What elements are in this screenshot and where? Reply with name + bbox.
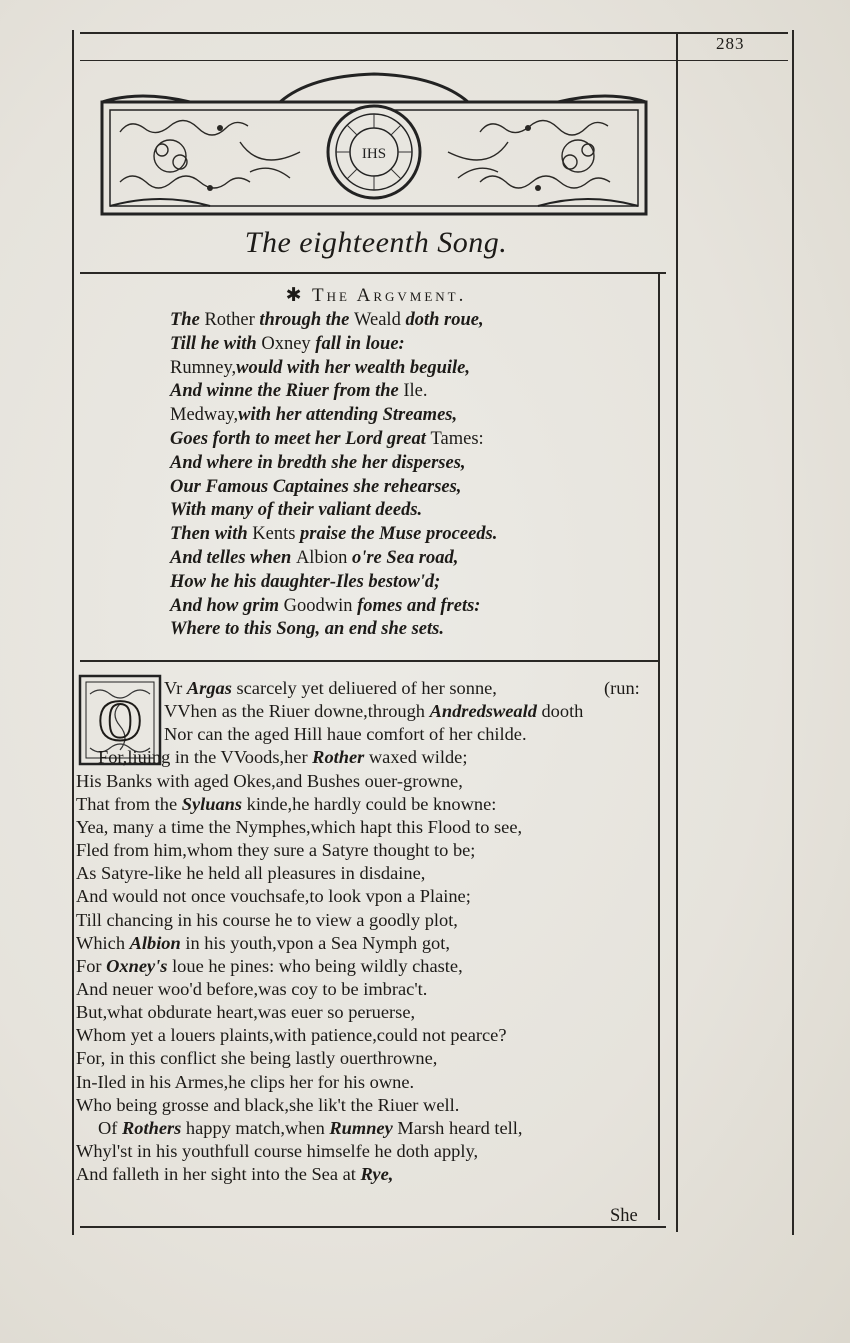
roman-run: Oxney (261, 333, 316, 354)
roman-run: For,liuing in the VVoods,her (98, 747, 313, 768)
italic-run: And how grim (170, 595, 284, 616)
poem-line (76, 840, 475, 861)
poem-line (76, 910, 458, 931)
italic-run: praise the Muse proceeds. (300, 524, 498, 545)
roman-run: Nor can the aged Hill haue comfort of her childe. (164, 724, 527, 745)
roman-run: As Satyre-like he held all pleasures in disdaine, (76, 863, 426, 884)
roman-run: scarcely yet deliuered of her sonne, (236, 678, 497, 698)
marginal-column (680, 70, 780, 1220)
roman-run: Of (98, 1117, 123, 1138)
roman-run: dooth (541, 701, 584, 722)
run-over-word: (run: (604, 678, 640, 698)
argument-line (170, 334, 640, 358)
text-column-rule (658, 272, 660, 1220)
poem-line (76, 1048, 437, 1069)
italic-run: Rumney (329, 1117, 398, 1138)
roman-run: Medway, (170, 405, 239, 426)
roman-run: Yea, many a time the Nymphes,which hapt this Flood to see, (76, 816, 523, 837)
italic-run: Then with (170, 524, 253, 545)
roman-run: In-Iled in his Armes,he clips her for his owne. (76, 1071, 415, 1092)
argument-line (170, 381, 640, 405)
page-number: 283 (716, 34, 745, 53)
headpiece-monogram: IHS (361, 146, 387, 162)
roman-run: Albion (295, 547, 352, 568)
argument-bottom-rule (80, 660, 658, 662)
italic-run: Rothers (122, 1117, 186, 1138)
poem-line (76, 817, 522, 838)
roman-run: For (76, 955, 107, 976)
poem-line (98, 747, 467, 768)
argument-line (170, 500, 640, 524)
italic-run: Our Famous Captaines she rehearses, (170, 476, 462, 497)
roman-run: And falleth in her sight into the Sea at (76, 1164, 361, 1185)
italic-run: fall in loue: (315, 333, 405, 354)
roman-run: waxed wilde; (368, 747, 468, 768)
poem-line (76, 886, 471, 907)
italic-run: The (170, 310, 205, 330)
poem-line (76, 1025, 507, 1046)
poem-line (76, 1002, 415, 1023)
italic-run: And telles when (170, 547, 296, 568)
roman-run: VVhen as the Riuer downe,through (164, 701, 430, 722)
poem-line (76, 1164, 393, 1185)
argument-line (170, 405, 640, 429)
argument-block (170, 310, 640, 643)
header-rule (80, 60, 788, 61)
roman-run: Marsh heard tell, (397, 1117, 523, 1138)
poem-line (76, 863, 425, 884)
italic-run: Argas (186, 678, 237, 698)
italic-run: Andredsweald (429, 701, 542, 722)
poem-line (76, 933, 450, 954)
poem-line (164, 678, 497, 699)
argument-heading-text: The Argvment. (311, 285, 467, 306)
poem-line (76, 1095, 459, 1116)
song-title: The eighteenth Song. (244, 226, 508, 259)
italic-run: Oxney's (106, 955, 173, 976)
roman-run: That from the (76, 793, 182, 814)
roman-run: And neuer woo'd before,was coy to be imbrac't. (76, 978, 428, 999)
roman-run: Ile. (403, 381, 428, 402)
italic-run: How he his daughter-Iles bestow'd; (170, 571, 441, 592)
argument-line (170, 310, 640, 334)
roman-run: Rumney, (170, 357, 237, 378)
roman-run: in his youth,vpon a Sea Nymph got, (185, 932, 450, 953)
roman-run: kinde,he hardly could be knowne: (246, 793, 497, 814)
italic-run: And winne the Riuer from the (170, 381, 404, 402)
title-rule (80, 272, 666, 274)
roman-run: Kents (252, 524, 301, 545)
italic-run: And where in bredth she her disperses, (170, 452, 466, 473)
italic-run: Where to this Song, an end she sets. (170, 619, 444, 640)
argument-line (170, 524, 640, 548)
bottom-rule (80, 1226, 666, 1228)
roman-run: Who being grosse and black,she lik't the Riuer well. (76, 1094, 460, 1115)
italic-run: doth roue, (405, 310, 484, 330)
poem-line (76, 1072, 414, 1093)
poem-line (164, 701, 583, 722)
roman-run: Till chancing in his course he to view a goodly plot, (76, 909, 458, 930)
roman-run: Weald (354, 310, 406, 330)
poem-line (98, 1118, 522, 1139)
catchword: She (610, 1206, 638, 1226)
italic-run: Albion (129, 932, 186, 953)
roman-run: And would not once vouchsafe,to look vpon a Plaine; (76, 886, 471, 907)
italic-run: Till he with (170, 333, 262, 354)
roman-run: His Banks with aged Okes,and Bushes ouer-growne, (76, 770, 463, 791)
roman-run: Rother (204, 310, 260, 330)
poem-line (76, 794, 496, 815)
margin-column-rule (676, 32, 678, 1232)
italic-run: Goes forth to meet her Lord great (170, 428, 431, 449)
argument-line (170, 548, 640, 572)
italic-run: would with her wealth beguile, (236, 357, 470, 378)
italic-run: With many of their valiant deeds. (170, 500, 423, 521)
poem-line (76, 956, 463, 977)
italic-run: through the (259, 310, 355, 330)
asterisk-icon: ✱ (285, 285, 312, 306)
roman-run: Fled from him,whom they sure a Satyre thought to be; (76, 840, 476, 861)
italic-run: Rye, (360, 1164, 394, 1185)
roman-run: Which (76, 932, 130, 953)
italic-run: Rother (312, 747, 369, 768)
poem-line (76, 771, 463, 792)
roman-run: Whom yet a louers plaints,with patience,could not pearce? (76, 1025, 507, 1046)
italic-run: o're Sea road, (351, 547, 459, 568)
italic-run: with her attending Streames, (238, 405, 458, 426)
argument-line (170, 477, 640, 501)
argument-heading (80, 284, 672, 307)
top-rule (80, 32, 788, 34)
roman-run: loue he pines: who being wildly chaste, (172, 955, 463, 976)
roman-run: Whyl'st in his youthfull course himselfe he doth apply, (76, 1141, 479, 1161)
italic-run: Syluans (181, 793, 247, 814)
dropcap-letter: O (97, 688, 143, 753)
italic-run: fomes and frets: (357, 595, 481, 616)
argument-line (170, 619, 640, 643)
poem-line (76, 1141, 478, 1162)
roman-run: happy match,when (185, 1117, 330, 1138)
poem-line (76, 979, 427, 1000)
argument-line (170, 453, 640, 477)
roman-run: Goodwin (283, 595, 358, 616)
argument-line (170, 429, 640, 453)
roman-run: Tames: (430, 428, 484, 449)
argument-line (170, 572, 640, 596)
argument-line (170, 358, 640, 382)
roman-run: Vr (164, 678, 187, 698)
argument-line (170, 596, 640, 620)
poem-line (164, 724, 527, 745)
ornamental-headpiece (100, 72, 648, 220)
roman-run: But,what obdurate heart,was euer so peruerse, (76, 1002, 416, 1023)
roman-run: For, in this conflict she being lastly ouerthrowne, (76, 1048, 438, 1069)
